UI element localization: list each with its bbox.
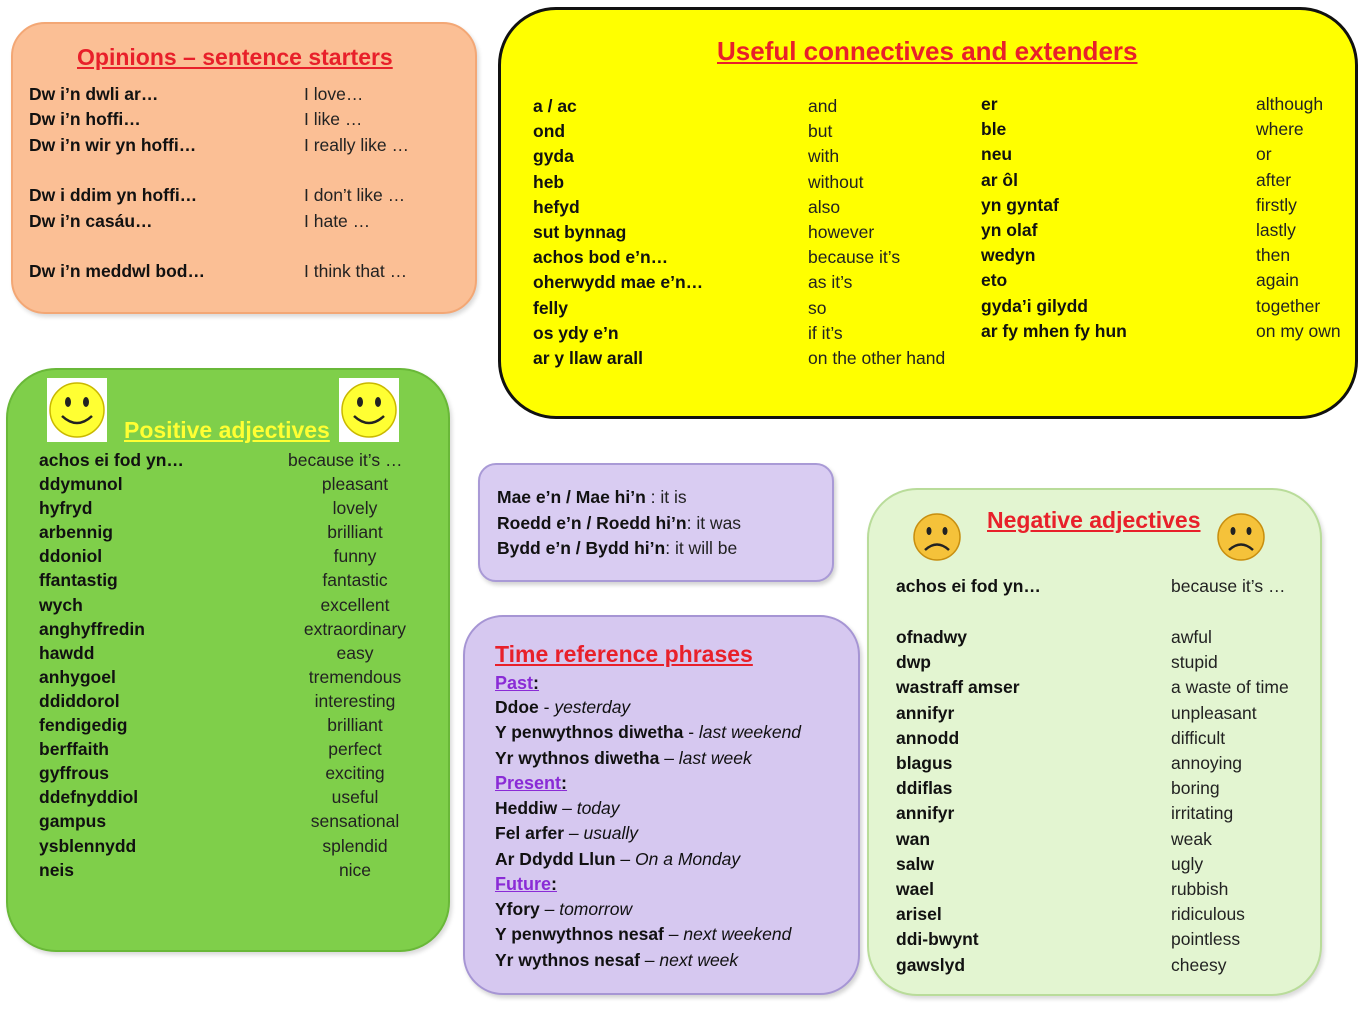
welsh-phrase: sut bynnag: [533, 222, 627, 242]
english-translation: tomorrow: [559, 899, 633, 919]
time-phrase-line: [495, 899, 632, 920]
english-translation: or: [1256, 144, 1272, 165]
welsh-phrase: oherwydd mae e’n…: [533, 272, 704, 293]
welsh-phrase: felly: [533, 297, 569, 318]
welsh-phrase: arbennig: [39, 522, 113, 543]
english-translation: I like …: [304, 109, 363, 129]
english-translation: because it’s …: [1171, 576, 1286, 596]
english-translation: brilliant: [327, 522, 383, 543]
english-translation: difficult: [1171, 727, 1226, 748]
welsh-phrase: ffantastig: [39, 570, 118, 591]
english-translation: irritating: [1171, 803, 1234, 824]
english-translation: weak: [1171, 828, 1212, 849]
separator: –: [539, 899, 560, 919]
welsh-phrase: Ar Ddydd Llun: [495, 848, 616, 869]
english-translation: although: [1256, 94, 1324, 114]
english-translation: where: [1256, 119, 1304, 140]
section-label-colon: :: [551, 874, 557, 894]
english-translation: tremendous: [308, 666, 402, 687]
english-translation: stupid: [1171, 652, 1218, 673]
welsh-phrase: Dw i’n dwli ar…: [29, 84, 159, 104]
time-phrase-line: [495, 924, 791, 945]
english-translation: cheesy: [1171, 954, 1227, 975]
smiley-face-icon: [47, 378, 107, 442]
welsh-phrase: wych: [39, 594, 83, 615]
welsh-phrase: Roedd e’n / Roedd hi’n: [497, 512, 687, 533]
english-translation: but: [808, 121, 833, 142]
english-translation: so: [808, 297, 827, 318]
welsh-phrase: Y penwythnos diwetha: [495, 722, 684, 743]
section-label-text: Past: [495, 673, 534, 693]
time-section-label: [495, 874, 557, 895]
separator: –: [557, 798, 577, 818]
welsh-phrase: Dw i’n wir yn hoffi…: [29, 135, 197, 155]
welsh-phrase: Dw i ddim yn hoffi…: [29, 185, 198, 205]
separator: –: [615, 848, 636, 869]
time-phrase-line: [495, 849, 740, 870]
english-translation: on my own: [1256, 320, 1341, 341]
separator: :: [645, 487, 661, 507]
english-translation: I don’t like …: [304, 185, 406, 205]
english-translation: and: [808, 96, 838, 116]
sad-face-icon: [911, 511, 963, 563]
welsh-phrase: Yr wythnos nesaf: [495, 949, 640, 970]
english-translation: annoying: [1171, 753, 1243, 773]
welsh-phrase: fendigedig: [39, 715, 128, 735]
opinions-title: Opinions – sentence starters: [77, 44, 393, 70]
english-translation: splendid: [322, 835, 388, 856]
welsh-phrase: yn olaf: [981, 220, 1038, 240]
welsh-phrase: Dw i’n hoffi…: [29, 109, 141, 129]
english-translation: today: [576, 798, 620, 818]
welsh-phrase: anghyffredin: [39, 618, 145, 639]
welsh-phrase: eto: [981, 270, 1008, 291]
time-title: Time reference phrases: [495, 641, 753, 667]
welsh-phrase: wedyn: [981, 245, 1036, 266]
welsh-phrase: ar fy mhen fy hun: [981, 320, 1127, 341]
english-translation: I love…: [304, 84, 364, 104]
english-translation: if it’s: [808, 322, 843, 343]
welsh-phrase: arisel: [896, 904, 942, 925]
english-translation: last week: [678, 747, 752, 768]
english-translation: excellent: [320, 594, 390, 615]
welsh-phrase: wael: [896, 879, 934, 899]
english-translation: ugly: [1171, 853, 1204, 874]
english-translation: it is: [660, 487, 687, 507]
welsh-phrase: wan: [896, 828, 931, 849]
tense-line: [497, 487, 687, 508]
welsh-phrase: ddoniol: [39, 546, 103, 567]
welsh-phrase: ddiflas: [896, 778, 953, 799]
english-translation: with: [808, 146, 840, 167]
welsh-phrase: Dw i’n casáu…: [29, 211, 153, 231]
welsh-phrase: ond: [533, 121, 566, 142]
welsh-phrase: gawslyd: [896, 954, 966, 975]
english-translation: together: [1256, 295, 1321, 316]
english-translation: I think that …: [304, 261, 408, 281]
welsh-phrase: hefyd: [533, 196, 580, 217]
separator: –: [663, 924, 684, 945]
english-translation: boring: [1171, 778, 1220, 799]
welsh-phrase: ar ôl: [981, 169, 1018, 190]
english-translation: last weekend: [698, 722, 802, 743]
welsh-phrase: berffaith: [39, 739, 109, 760]
welsh-phrase: Yr wythnos diwetha: [495, 747, 660, 768]
welsh-phrase: ddiddorol: [39, 690, 120, 711]
english-translation: I really like …: [304, 135, 410, 155]
welsh-phrase: ysblennydd: [39, 835, 137, 856]
time-section-label: [495, 673, 539, 694]
section-label-text: Present: [495, 773, 562, 793]
separator: –: [564, 823, 584, 844]
separator: –: [639, 949, 660, 970]
welsh-phrase: neu: [981, 144, 1013, 165]
welsh-phrase: Heddiw: [495, 798, 558, 818]
welsh-phrase: gyda: [533, 146, 574, 167]
english-translation: pleasant: [321, 474, 389, 494]
english-translation: again: [1256, 270, 1299, 291]
section-label-colon: :: [533, 673, 540, 693]
welsh-phrase: Bydd e’n / Bydd hi’n: [497, 538, 666, 558]
time-phrase-line: [495, 722, 801, 743]
welsh-phrase: annifyr: [896, 702, 955, 723]
welsh-phrase: Fel arfer: [495, 823, 565, 844]
separator: :: [686, 512, 697, 533]
welsh-phrase: salw: [896, 853, 934, 874]
english-translation: extraordinary: [303, 618, 407, 639]
english-translation: lovely: [332, 498, 378, 519]
welsh-phrase: yn gyntaf: [981, 194, 1059, 215]
english-translation: brilliant: [327, 715, 383, 735]
welsh-phrase: ofnadwy: [896, 627, 967, 647]
welsh-phrase: achos ei fod yn…: [896, 576, 1041, 596]
english-translation: useful: [331, 787, 379, 808]
english-translation: funny: [333, 546, 377, 567]
english-translation: perfect: [328, 739, 382, 760]
english-translation: lastly: [1256, 220, 1296, 240]
section-label-colon: :: [561, 773, 568, 793]
tense-line: [497, 538, 737, 559]
english-translation: usually: [583, 823, 639, 844]
welsh-phrase: hawdd: [39, 642, 95, 663]
english-translation: then: [1256, 245, 1291, 266]
welsh-phrase: dwp: [896, 652, 931, 673]
english-translation: after: [1256, 169, 1292, 190]
english-translation: exciting: [325, 763, 385, 784]
english-translation: easy: [336, 642, 374, 663]
welsh-phrase: Mae e’n / Mae hi’n: [497, 487, 646, 507]
english-translation: sensational: [310, 811, 400, 832]
english-translation: a waste of time: [1171, 677, 1289, 698]
welsh-phrase: ddi-bwynt: [896, 929, 979, 950]
time-phrase-line: [495, 748, 752, 769]
separator: -: [538, 697, 555, 717]
welsh-phrase: Ddoe: [495, 697, 539, 717]
english-translation: however: [808, 222, 875, 242]
time-phrase-line: [495, 823, 638, 844]
welsh-phrase: heb: [533, 171, 565, 192]
connectives-title: Useful connectives and extenders: [717, 36, 1138, 66]
welsh-phrase: annodd: [896, 727, 960, 748]
english-translation: unpleasant: [1171, 702, 1257, 723]
english-translation: on the other hand: [808, 348, 946, 368]
separator: :: [665, 538, 675, 558]
english-translation: On a Monday: [635, 848, 741, 869]
welsh-phrase: ar y llaw arall: [533, 348, 643, 368]
welsh-phrase: ddefnyddiol: [39, 787, 139, 808]
english-translation: without: [808, 171, 864, 192]
english-translation: awful: [1171, 627, 1212, 647]
english-translation: it will be: [674, 538, 738, 558]
welsh-phrase: gampus: [39, 811, 107, 832]
welsh-phrase: achos ei fod yn…: [39, 450, 184, 470]
english-translation: nice: [338, 859, 372, 880]
english-translation: it was: [696, 512, 742, 533]
smiley-face-icon: [339, 378, 399, 442]
welsh-phrase: wastraff amser: [896, 677, 1020, 698]
english-translation: I hate …: [304, 211, 371, 231]
english-translation: as it’s: [808, 272, 853, 293]
time-section-label: [495, 773, 567, 794]
welsh-phrase: os ydy e’n: [533, 322, 619, 343]
welsh-phrase: achos bod e’n…: [533, 247, 669, 268]
sad-face-icon: [1215, 511, 1267, 563]
english-translation: interesting: [314, 690, 396, 711]
welsh-phrase: hyfryd: [39, 498, 93, 519]
english-translation: rubbish: [1171, 879, 1229, 899]
welsh-phrase: gyda’i gilydd: [981, 295, 1088, 316]
welsh-phrase: anhygoel: [39, 666, 116, 687]
tense-line: [497, 513, 741, 534]
welsh-phrase: ddymunol: [39, 474, 123, 494]
separator: –: [659, 747, 679, 768]
welsh-phrase: ble: [981, 119, 1007, 140]
welsh-phrase: neis: [39, 859, 75, 880]
time-phrase-line: [495, 950, 738, 971]
welsh-phrase: annifyr: [896, 803, 955, 824]
time-phrase-line: [495, 697, 630, 718]
welsh-phrase: er: [981, 94, 998, 114]
welsh-phrase: blagus: [896, 753, 953, 773]
welsh-phrase: Y penwythnos nesaf: [495, 924, 664, 945]
welsh-phrase: gyffrous: [39, 763, 109, 784]
english-translation: because it’s …: [288, 450, 403, 470]
welsh-phrase: Dw i’n meddwl bod…: [29, 261, 205, 281]
welsh-phrase: Yfory: [495, 899, 540, 919]
english-translation: also: [808, 196, 841, 217]
section-label-text: Future: [495, 874, 551, 894]
english-translation: ridiculous: [1171, 904, 1245, 925]
english-translation: next week: [659, 949, 739, 970]
english-translation: firstly: [1256, 194, 1297, 215]
separator: -: [683, 722, 699, 743]
english-translation: pointless: [1171, 929, 1241, 950]
negative-title: Negative adjectives: [987, 507, 1201, 533]
english-translation: next weekend: [683, 924, 792, 945]
english-translation: fantastic: [322, 570, 388, 591]
welsh-phrase: a / ac: [533, 96, 577, 116]
positive-title: Positive adjectives: [124, 417, 330, 443]
time-phrase-line: [495, 798, 620, 819]
english-translation: because it’s: [808, 247, 901, 268]
english-translation: yesterday: [554, 697, 631, 717]
